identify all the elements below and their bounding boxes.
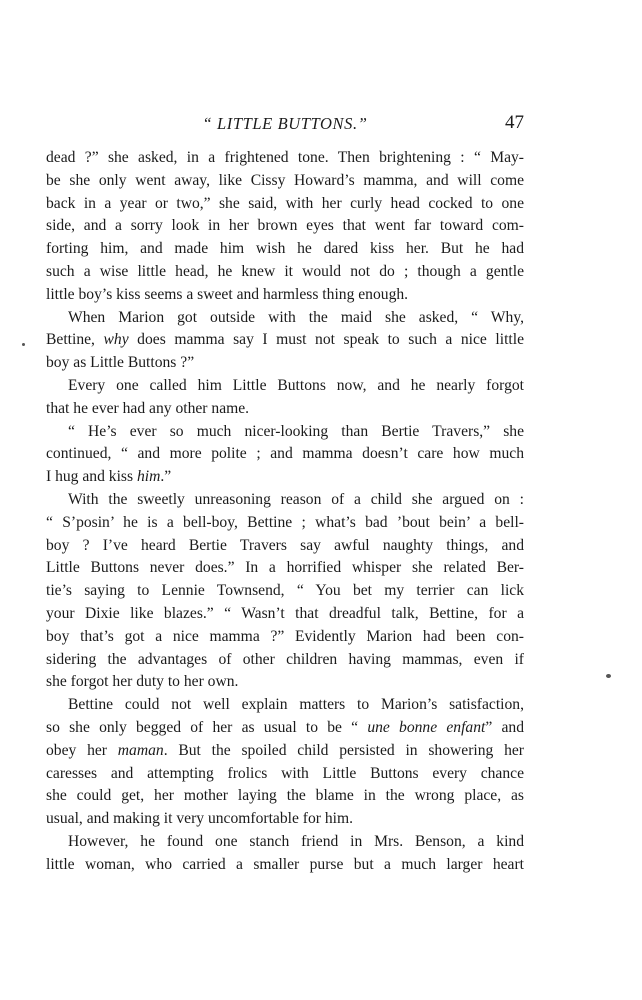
paragraph-first-line (46, 694, 524, 717)
text-run: forting him, and made him wish he dared kiss her. But he had (46, 240, 524, 258)
text-line (46, 785, 524, 808)
text-run: Bettine could not well explain matters to Marion’s satisfaction, (68, 696, 524, 714)
text-line (46, 808, 524, 831)
text-run: usual, and making it very uncomfortable for him. (46, 810, 354, 828)
text-line (46, 854, 524, 877)
text-run: she could get, her mother laying the blame in the wrong place, as (46, 787, 524, 805)
text-line (46, 649, 524, 672)
text-run: she forgot her duty to her own. (46, 673, 239, 691)
text-run: side, and a sorry look in her brown eyes that went far toward com- (46, 217, 524, 235)
text-run: tie’s saying to Lennie Townsend, “ You bet my terrier can lick (46, 582, 524, 600)
text-run: sidering the advantages of other children having mammas, even if (46, 650, 524, 668)
text-line (46, 284, 524, 307)
text-line (46, 466, 524, 489)
text-line (46, 671, 524, 694)
text-line (46, 443, 524, 466)
italic-text: him (136, 468, 161, 486)
text-run: be she only went away, like Cissy Howard’s mamma, and will come (46, 171, 524, 189)
text-line (46, 603, 524, 626)
text-run: Every one called him Little Buttons now, and he nearly forgot (68, 376, 524, 394)
text-line (46, 329, 524, 352)
running-head: “ LITTLE BUTTONS.” (202, 114, 368, 133)
text-run: boy ? I’ve heard Bertie Travers say awful naughty things, and (46, 536, 524, 554)
text-run: caresses and attempting frolics with Little Buttons every chance (46, 764, 524, 782)
text-run: ” and (485, 718, 524, 736)
text-run: With the sweetly unreasoning reason of a child she argued on : (68, 490, 524, 508)
paragraph-first-line (46, 421, 524, 444)
text-line (46, 717, 524, 740)
text-line (46, 215, 524, 238)
paragraph-first-line (46, 831, 524, 854)
print-speck (606, 674, 611, 678)
text-line (46, 626, 524, 649)
text-run: your Dixie like blazes.” “ Wasn’t that dreadful talk, Bettine, for a (46, 604, 524, 622)
text-run: boy that’s got a nice mamma ?” Evidently Marion had been con- (46, 627, 524, 645)
paragraph-first-line (46, 375, 524, 398)
page-header (46, 114, 524, 138)
text-run: Bettine, (46, 331, 104, 349)
text-run: back in a year or two,” she said, with her curly head cocked to one (46, 194, 524, 212)
text-run: little woman, who carried a smaller purse but a much larger heart (46, 855, 524, 873)
print-speck (22, 343, 25, 346)
text-line (46, 580, 524, 603)
text-run: little boy’s kiss seems a sweet and harmless thing enough. (46, 285, 409, 303)
italic-text: maman (117, 741, 164, 759)
text-run: However, he found one stanch friend in Mrs. Benson, a kind (68, 832, 524, 850)
text-run: “ He’s ever so much nicer-looking than Bertie Travers,” she (68, 422, 524, 440)
text-run: “ S’posin’ he is a bell-boy, Bettine ; what’s bad ’bout bein’ a bell- (46, 513, 524, 531)
text-run: continued, “ and more polite ; and mamma doesn’t care how much (46, 445, 524, 463)
text-run: does mamma say I must not speak to such a nice little (128, 331, 524, 349)
text-line (46, 147, 524, 170)
text-run: I hug and kiss (46, 468, 137, 486)
text-line (46, 170, 524, 193)
text-run: .” (160, 468, 172, 486)
text-run: When Marion got outside with the maid she asked, “ Why, (68, 308, 524, 326)
text-run: that he ever had any other name. (46, 399, 250, 417)
text-line (46, 238, 524, 261)
text-line (46, 763, 524, 786)
text-run: such a wise little head, he knew it would not do ; though a gentle (46, 262, 524, 280)
text-line (46, 261, 524, 284)
text-run: boy as Little Buttons ?” (46, 354, 195, 372)
text-run: obey her (46, 741, 118, 759)
page-number: 47 (505, 112, 524, 133)
text-line (46, 512, 524, 535)
italic-text: why (103, 331, 129, 349)
paragraph-first-line (46, 489, 524, 512)
text-line (46, 557, 524, 580)
text-run: dead ?” she asked, in a frightened tone. Then brightening : “ May- (46, 149, 524, 166)
text-line (46, 535, 524, 558)
text-run: . But the spoiled child persisted in showering her (163, 741, 524, 759)
paragraph-first-line (46, 307, 524, 330)
text-line (46, 398, 524, 421)
text-run: so she only begged of her as usual to be “ (46, 718, 368, 736)
text-line (46, 352, 524, 375)
body-text (46, 147, 524, 877)
italic-text: une bonne enfant (367, 718, 486, 736)
text-line (46, 740, 524, 763)
text-line (46, 193, 524, 216)
text-run: Little Buttons never does.” In a horrified whisper she related Ber- (46, 559, 524, 577)
